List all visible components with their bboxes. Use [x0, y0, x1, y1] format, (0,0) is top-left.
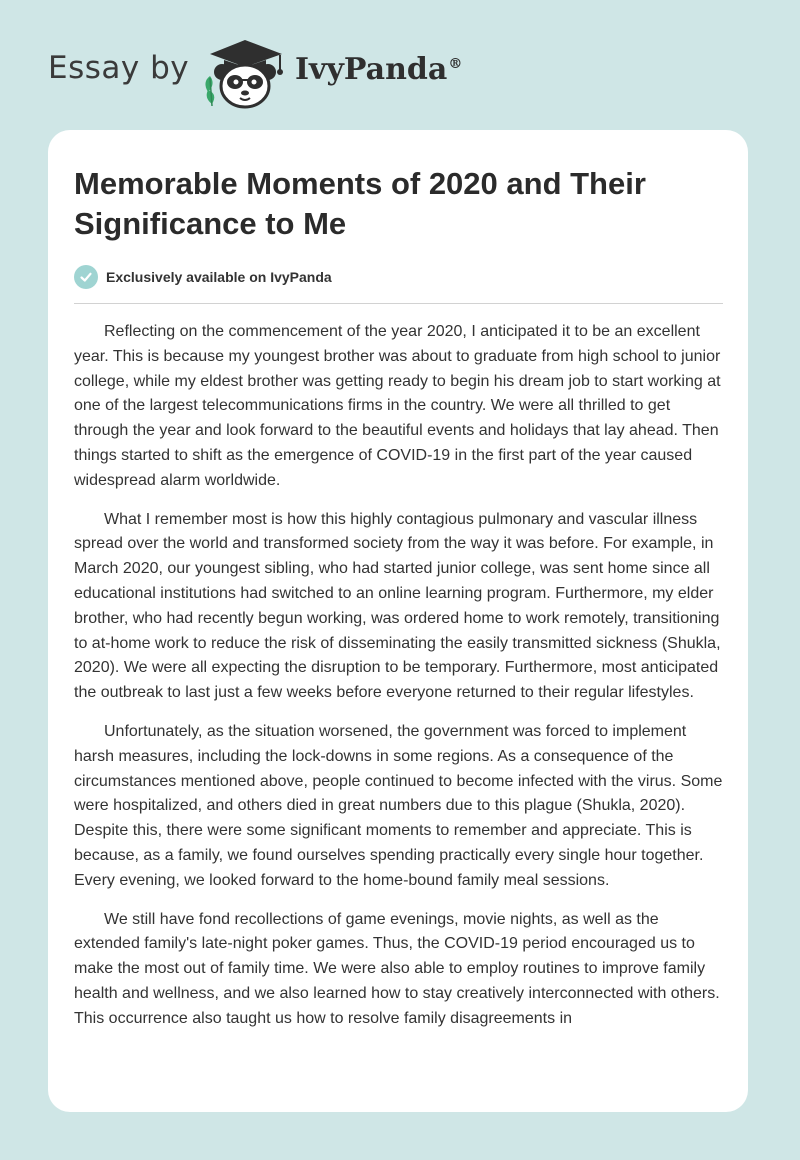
essay-body — [74, 320, 724, 1046]
brand-name[interactable]: IvyPanda® — [295, 52, 463, 87]
essay-by-label: Essay by — [48, 50, 190, 86]
title-divider — [74, 303, 723, 304]
registered-mark: ® — [448, 56, 463, 72]
essay-paragraph-4: We still have fond recollections of game evenings, movie nights, as well as the extended family's late-night poker games. Thus, the COVID-19 period encouraged us to make the most out of family time. We were also able to employ routines to improve family health and wellness, and we also learned how to stay creatively interconnected with others. This occurrence also taught us how to resolve family disagreements in — [74, 910, 720, 1027]
site-header — [0, 0, 800, 130]
exclusive-badge — [74, 264, 332, 290]
exclusive-badge-text: Exclusively available on IvyPanda — [106, 269, 332, 285]
essay-paragraph-3: Unfortunately, as the situation worsened, the government was forced to implement harsh measures, including the lock-downs in some regions. As a consequence of the circumstances mentioned above, people continued to become infected with the virus. Some were hospitalized, and others died in great numbers due to this plague (Shukla, 2020). Despite this, there were some significant moments to remember and appreciate. This is because, as a family, we found ourselves spending practically every single hour together. Every evening, we looked forward to the home-bound family meal sessions. — [74, 722, 723, 889]
essay-paragraph-2: What I remember most is how this highly contagious pulmonary and vascular illness spread over the world and transformed society from the way it was before. For example, in March 2020, our youngest sibling, who had started junior college, was sent home since all educational institutions had switched to an online learning program. Furthermore, my elder brother, who had recently begun working, was ordered home to work remotely, transitioning to at-home work to reduce the risk of disseminating the easily transmitted sickness (Shukla, 2020). We were all expecting the disruption to be temporary. Furthermore, most anticipated the outbreak to last just a few weeks before everyone returned to their regular lifestyles. — [74, 510, 721, 702]
panda-logo-icon[interactable] — [200, 34, 290, 110]
essay-paragraph-1: Reflecting on the commencement of the year 2020, I anticipated it to be an excellent year. This is because my youngest brother was about to graduate from high school to junior college, while my eldest brother was getting ready to begin his dream job to start working at one of the largest telecommunications firms in the country. We were all thrilled to get through the year and look forward to the beautiful events and holidays that lay ahead. Then things started to shift as the emergence of COVID-19 in the first part of the year caused widespread alarm worldwide. — [74, 323, 721, 489]
essay-title: Memorable Moments of 2020 and Their Significance to Me — [74, 166, 646, 241]
check-icon — [74, 265, 98, 289]
essay-card — [48, 130, 748, 1112]
